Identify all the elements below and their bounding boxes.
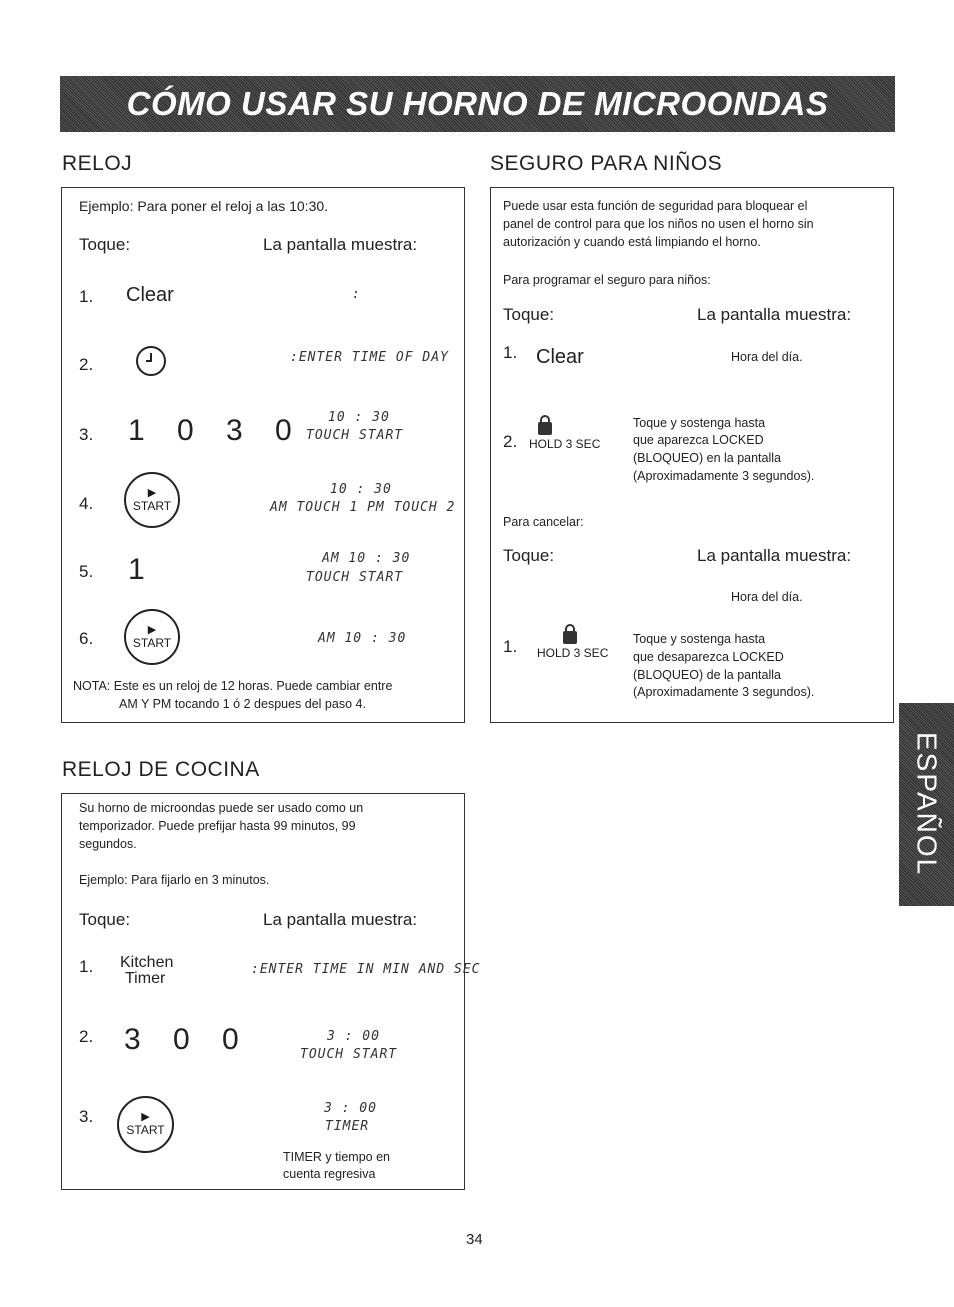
- number-keys-300[interactable]: 3 0 0: [124, 1023, 251, 1056]
- note-text-2: AM Y PM tocando 1 ó 2 despues del paso 4.: [119, 697, 366, 711]
- seguro-cancel-label: Para cancelar:: [503, 515, 584, 529]
- lock-icon: [538, 422, 552, 435]
- seguro-cancel-display-3: (BLOQUEO) de la pantalla: [633, 668, 781, 682]
- language-side-tab: [899, 703, 954, 906]
- hold-label: HOLD 3 SEC: [529, 437, 601, 451]
- seguro-intro-1: Puede usar esta función de seguridad para bloquear el: [503, 199, 808, 213]
- reloj-step2-display: :ENTER TIME OF DAY: [290, 350, 449, 365]
- seguro-cancel-num: 1.: [503, 637, 518, 656]
- banner-title: CÓMO USAR SU HORNO DE MICROONDAS: [126, 85, 829, 122]
- play-icon: ▶: [141, 1111, 150, 1123]
- cocina-footer-2: cuenta regresiva: [283, 1167, 376, 1181]
- seguro-step2-display-4: (Aproximadamente 3 segundos).: [633, 469, 815, 483]
- seguro-cancel-display-1: Toque y sostenga hasta: [633, 632, 766, 646]
- reloj-step5-display-time: AM 10 : 30: [322, 551, 411, 566]
- start-button-2[interactable]: [124, 609, 180, 665]
- cocina-start-button[interactable]: [117, 1096, 174, 1153]
- reloj-step5-display-msg: TOUCH START: [306, 570, 404, 585]
- unlock-button[interactable]: [537, 631, 608, 660]
- reloj-example: Ejemplo: Para poner el reloj a las 10:30.: [79, 198, 329, 214]
- cocina-step3-display-msg: TIMER: [325, 1119, 370, 1134]
- cocina-footer-1: TIMER y tiempo en: [283, 1150, 390, 1164]
- seguro-step2-display-3: (BLOQUEO) en la pantalla: [633, 451, 781, 465]
- lock-icon: [563, 631, 577, 644]
- seguro-title: SEGURO PARA NIÑOS: [490, 152, 723, 175]
- cocina-title: RELOJ DE COCINA: [62, 758, 260, 781]
- start-label: START: [132, 635, 172, 650]
- reloj-title: RELOJ: [62, 152, 133, 175]
- seguro-cancel-display-2: que desaparezca LOCKED: [633, 650, 784, 664]
- number-keys-1030[interactable]: 1 0 3 0: [128, 414, 304, 447]
- note-label: NOTA:: [73, 679, 111, 693]
- lock-button[interactable]: [529, 422, 600, 451]
- reloj-step4-display-msg: AM TOUCH 1 PM TOUCH 2: [270, 500, 456, 515]
- hold-label-2: HOLD 3 SEC: [537, 646, 609, 660]
- seguro-touch-header: Toque:: [503, 305, 555, 324]
- seguro-intro-3: autorización y cuando está limpiando el horno.: [503, 235, 761, 249]
- cocina-display-header: La pantalla muestra:: [263, 910, 418, 929]
- clear-button[interactable]: Clear: [126, 284, 174, 306]
- seguro-program-label: Para programar el seguro para niños:: [503, 273, 711, 287]
- cocina-step1-display: :ENTER TIME IN MIN AND SEC: [251, 962, 481, 977]
- reloj-step3-display-time: 10 : 30: [328, 410, 390, 425]
- seguro-intro-2: panel de control para que los niños no usen el horno sin: [503, 217, 814, 231]
- seguro-display-header-2: La pantalla muestra:: [697, 546, 852, 565]
- cocina-intro-1: Su horno de microondas puede ser usado como un: [79, 801, 364, 815]
- reloj-note: [73, 677, 392, 695]
- page-number: 34: [466, 1231, 483, 1248]
- seguro-step1-display: Hora del día.: [731, 350, 803, 364]
- kitchen-timer-line-1: Kitchen: [120, 954, 174, 971]
- reloj-step1-display: :: [352, 287, 361, 302]
- reloj-step3-num: 3.: [79, 425, 94, 444]
- seguro-cancel-display: Hora del día.: [731, 590, 803, 604]
- seguro-touch-header-2: Toque:: [503, 546, 555, 565]
- play-icon: ▶: [147, 623, 157, 636]
- cocina-step3-display-time: 3 : 00: [324, 1101, 377, 1116]
- reloj-step2-num: 2.: [79, 355, 94, 374]
- cocina-intro-2: temporizador. Puede prefijar hasta 99 minutos, 99: [79, 819, 356, 833]
- cocina-intro-3: segundos.: [79, 837, 137, 851]
- page-banner: [60, 76, 895, 132]
- seguro-clear-button[interactable]: Clear: [536, 346, 584, 368]
- seguro-step2-display-2: que aparezca LOCKED: [633, 433, 764, 447]
- seguro-step2-display-1: Toque y sostenga hasta: [633, 416, 766, 430]
- kitchen-timer-button[interactable]: [120, 955, 173, 987]
- reloj-display-header: La pantalla muestra:: [263, 235, 418, 254]
- start-label: START: [132, 498, 172, 513]
- reloj-step4-display-time: 10 : 30: [330, 482, 392, 497]
- reloj-step6-num: 6.: [79, 629, 94, 648]
- seguro-step2-num: 2.: [503, 432, 518, 451]
- note-text-1: Este es un reloj de 12 horas. Puede cambiar entre: [113, 679, 393, 693]
- reloj-step5-num: 5.: [79, 562, 94, 581]
- cocina-step2-num: 2.: [79, 1027, 94, 1046]
- cocina-touch-header: Toque:: [79, 910, 131, 929]
- kitchen-timer-line-2: Timer: [125, 970, 166, 987]
- start-label: START: [126, 1123, 165, 1137]
- cocina-step2-display-msg: TOUCH START: [300, 1047, 398, 1062]
- reloj-step1-num: 1.: [79, 287, 94, 306]
- number-key-1[interactable]: 1: [128, 553, 157, 586]
- reloj-step6-display: AM 10 : 30: [318, 631, 407, 646]
- seguro-cancel-display-4: (Aproximadamente 3 segundos).: [633, 685, 815, 699]
- clock-icon[interactable]: [135, 345, 167, 377]
- seguro-display-header: La pantalla muestra:: [697, 305, 852, 324]
- reloj-step3-display-msg: TOUCH START: [306, 428, 404, 443]
- cocina-step1-num: 1.: [79, 957, 94, 976]
- cocina-example: Ejemplo: Para fijarlo en 3 minutos.: [79, 873, 270, 887]
- side-tab-label: ESPAÑOL: [911, 732, 943, 877]
- reloj-touch-header: Toque:: [79, 235, 131, 254]
- cocina-step3-num: 3.: [79, 1107, 94, 1126]
- reloj-step4-num: 4.: [79, 494, 94, 513]
- seguro-step1-num: 1.: [503, 343, 518, 362]
- start-button[interactable]: [124, 472, 180, 528]
- play-icon: ▶: [147, 486, 157, 499]
- cocina-step2-display-time: 3 : 00: [327, 1029, 380, 1044]
